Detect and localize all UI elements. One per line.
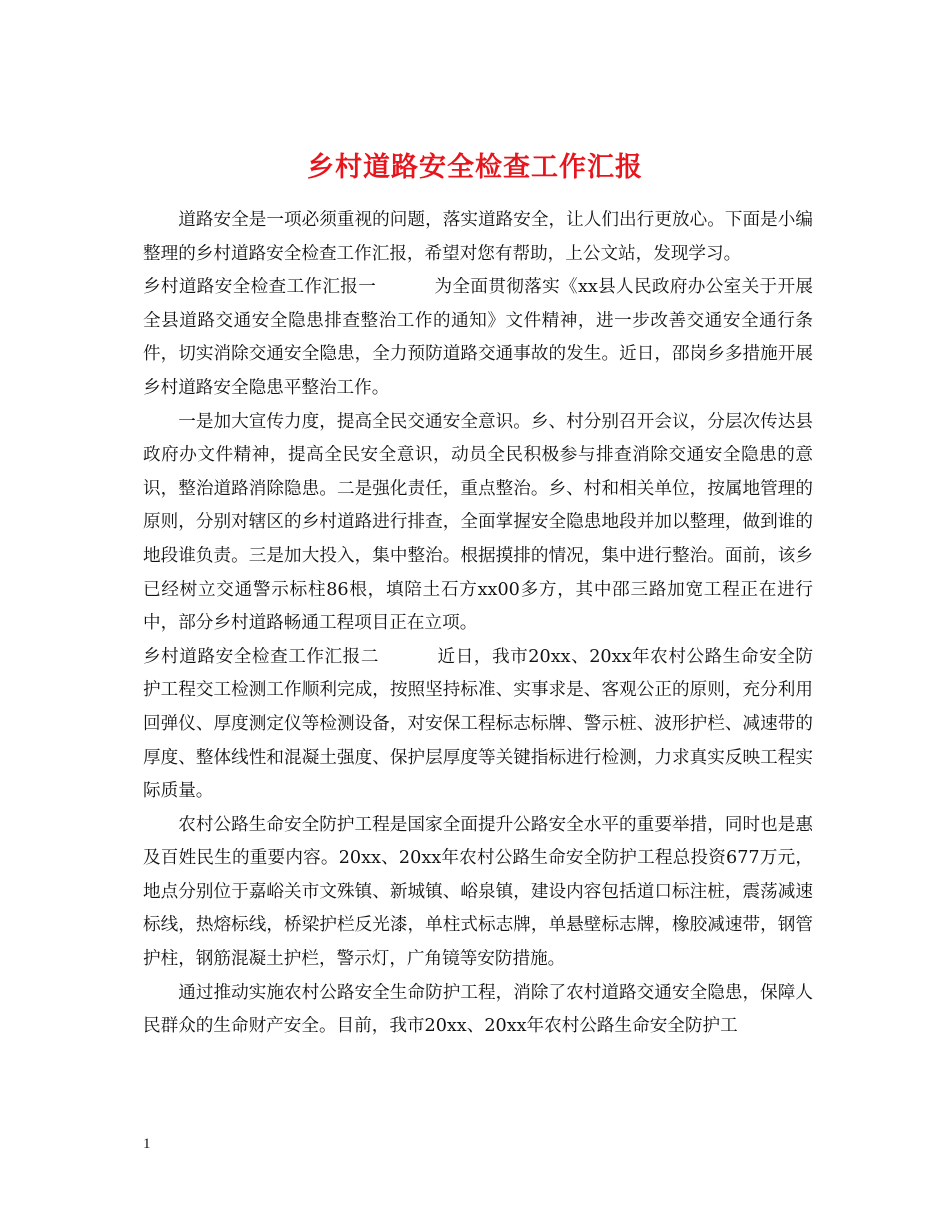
section-1-lead-paragraph bbox=[143, 271, 813, 405]
section-2-lead-paragraph bbox=[143, 641, 813, 809]
section-2-lead-text: 近日，我市20xx、20xx年农村公路生命安全防护工程交工检测工作顺利完成，按照坚持标准、实事求是、客观公正的原则，充分利用回弹仪、厚度测定仪等检测设备，对安保工程标志标牌、警示桩、波形护栏、减速带的厚度、整体线性和混凝土强度、保护层厚度等关键指标进行检测，力求真实反映工程实际质量。 bbox=[143, 646, 813, 802]
section-1-lead-text: 为全面贯彻落实《xx县人民政府办公室关于开展全县道路交通安全隐患排查整治工作的通知》文件精神，进一步改善交通安全通行条件，切实消除交通安全隐患，全力预防道路交通事故的发生。近日，邵岗乡多措施开展乡村道路安全隐患平整治工作。 bbox=[143, 277, 813, 398]
document-title: 乡村道路安全检查工作汇报 bbox=[307, 152, 643, 184]
section-2-paragraph-2: 农村公路生命安全防护工程是国家全面提升公路安全水平的重要举措，同时也是惠及百姓民生的重要内容。20xx、20xx年农村公路生命安全防护工程总投资677万元，地点分别位于嘉峪关市文殊镇、新城镇、峪泉镇，建设内容包括道口标注桩，震荡减速标线，热熔标线，桥梁护栏反光漆，单柱式标志牌，单悬壁标志牌，橡胶减速带，钢管护柱，钢筋混凝土护栏，警示灯，广角镜等安防措施。 bbox=[143, 814, 813, 970]
section-1-heading: 乡村道路安全检查工作汇报一 bbox=[143, 277, 377, 298]
page-number: 1 bbox=[143, 1136, 151, 1152]
document-body bbox=[143, 204, 813, 1044]
section-2-paragraph-3: 通过推动实施农村公路安全生命防护工程，消除了农村道路交通安全隐患，保障人民群众的生命财产安全。目前，我市20xx、20xx年农村公路生命安全防护工 bbox=[143, 982, 813, 1037]
section-2-heading: 乡村道路安全检查工作汇报二 bbox=[143, 646, 379, 667]
intro-paragraph: 道路安全是一项必须重视的问题，落实道路安全，让人们出行更放心。下面是小编整理的乡村道路安全检查工作汇报，希望对您有帮助，上公文站，发现学习。 bbox=[143, 210, 813, 264]
section-1-paragraph-2: 一是加大宣传力度，提高全民交通安全意识。乡、村分别召开会议，分层次传达县政府办文件精神，提高全民安全意识，动员全民积极参与排查消除交通安全隐患的意识，整治道路消除隐患。二是强化责任，重点整治。乡、村和相关单位，按属地管理的原则，分别对辖区的乡村道路进行排查，全面掌握安全隐患地段并加以整理，做到谁的地段谁负责。三是加大投入，集中整治。根据摸排的情况，集中进行整治。面前，该乡已经树立交通警示标柱86根，填陪土石方xx00多方，其中邵三路加宽工程正在进行中，部分乡村道路畅通工程项目正在立项。 bbox=[143, 411, 813, 634]
